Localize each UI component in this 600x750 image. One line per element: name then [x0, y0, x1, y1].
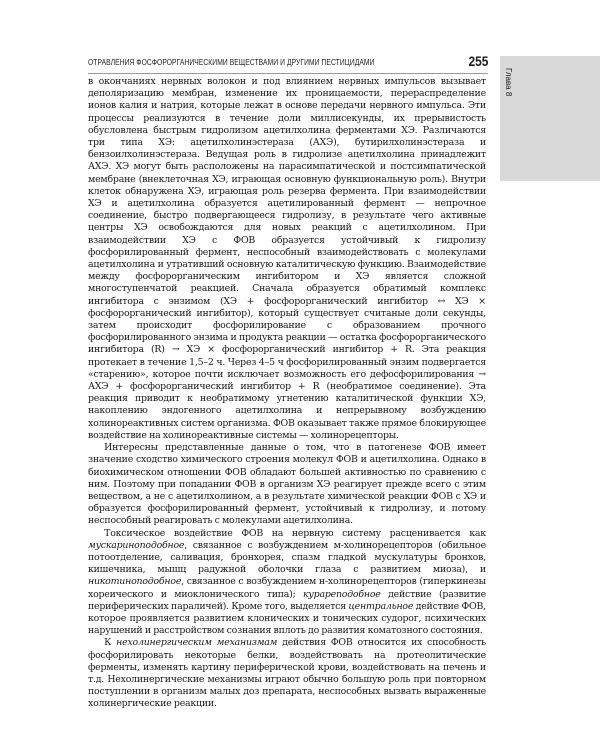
term-muscarinic: мускариноподобное	[88, 539, 185, 551]
paragraph-3-text: , связанное с возбуждением м-холинорецепторов (обильное потоотделение, саливация, бронхорея, спазм гладкой мускулатуры бронхов, кишечника, мышц радужной оболочки глаза с развитием миоза), и	[88, 539, 486, 576]
paragraph-4-text: К	[104, 637, 117, 649]
paragraph-4	[88, 637, 486, 710]
running-header	[88, 55, 488, 74]
paragraph-3-text: Токсическое воздействие ФОВ на нервную систему расценивается как	[104, 527, 486, 539]
paragraph-3	[88, 528, 486, 638]
term-nicotinic: никотиноподобное	[88, 576, 182, 588]
paragraph-3-text: , связанное с возбуждением н-холинорецепторов (гиперкинезы хореического и миоклонического типа);	[88, 576, 486, 600]
page-number: 255	[468, 53, 488, 69]
running-header-title: ОТРАВЛЕНИЯ ФОСФОРОРГАНИЧЕСКИМИ ВЕЩЕСТВАМИ И ДРУГИМИ ПЕСТИЦИДАМИ	[88, 58, 375, 67]
paragraph-3-text: действие ФОВ, которое проявляется развитием клонических и тонических судорог, психических нарушений и расстройством сознания вплоть до развития коматозного состояния.	[88, 600, 486, 637]
paragraph-3-text: действие (развитие периферических параличей). Кроме того, выделяется	[88, 588, 486, 612]
paragraph-4-text: действия ФОВ относится их способность фосфорилировать некоторые белки, воздействовать на протеолитические ферменты, изменять картину периферической крови, воздействовать на печень и т.д. Нехолинергические механизмы играют обычно большую роль при повторном поступлении в организм малых доз препарата, неспособных вызвать выраженные холинергические реакции.	[88, 637, 486, 710]
term-central: центральное	[348, 600, 414, 612]
term-noncholinergic: нехолинергическим механизмам	[116, 637, 278, 649]
paragraph-2: Интересны представленные данные о том, что в патогенезе ФОВ имеет значение сходство химического строения молекул ФОВ и ацетилхолина. Однако в биохимическом отношении ФОВ обладают большей активностью по сравнению с ним. Поэтому при попадании ФОВ в организм ХЭ реагирует прежде всего с этим веществом, а не с ацетилхолином, а в результате химической реакции ФОВ с ХЭ и образуется фосфорилированный фермент, устойчивый к гидролизу, и потому неспособный реагировать с молекулами ацетилхолина.	[88, 442, 486, 527]
chapter-tab-label: Глава 8	[504, 68, 513, 97]
chapter-tab	[500, 56, 600, 181]
term-curare: курареподобное	[303, 588, 381, 600]
page-body	[88, 76, 486, 711]
paragraph-1: в окончаниях нервных волокон и под влиянием нервных импульсов вызывает деполяризацию мембран, изменение их проницаемости, перераспределение ионов калия и натрия, которые лежат в основе передачи нервного импульса. Эти процессы реализуются в течение доли миллисекунды, их прерывистость обусловлена быстрым гидролизом ацетилхолина ферментами ХЭ. Различаются три типа ХЭ: ацетилхолинэстераза (АХЭ), бутирилхолинэстераза и бензоилхолинэстераза. Ведущая роль в гидролизе ацетилхолина принадлежит АХЭ. ХЭ могут быть расположены на парасимпатической и постсимпатической мембране (внеклеточная ХЭ, играющая основную функциональную роль). Внутри клеток обнаружена ХЭ, играющая роль резерва фермента. При взаимодействии ХЭ и ацетилхолина образуется ацетилированный фермент — непрочное соединение, быстро подвергающееся гидролизу, в результате чего активные центры ХЭ освобождаются для новых реакций с ацетилхолином. При взаимодействии ХЭ с ФОВ образуется устойчивый к гидролизу фосфорилированный фермент, неспособный взаимодействовать с молекулами ацетилхолина и утративший основную каталитическую функцию. Взаимодействие между фосфорорганическим ингибитором и ХЭ является сложной многоступенчатой реакцией. Сначала образуется обратимый комплекс ингибитора с энзимом (ХЭ + фосфорорганический ингибитор ↔ ХЭ × фосфорорганический ингибитор), который существует считаные доли секунды, затем происходит фосфорилирование с образованием прочного фосфорилированного энзима и продукта реакции — остатка фосфорорганического ингибитора (R) → ХЭ × фосфорорганический ингибитор + R. Эта реакция протекает в течение 1,5–2 ч. Через 4–5 ч фосфорилированный энзим подвергается «старению», которое почти исключает возможность его дефосфорилирования → АХЭ + фосфорорганический ингибитор + R (необратимое соединение). Эта реакция приводит к необратимому угнетению каталитической функции ХЭ, накоплению эндогенного ацетилхолина и непрерывному возбуждению холинореактивных систем организма. ФОВ оказывает также прямое блокирующее воздействие на холинореактивные системы — холинорецепторы.	[88, 76, 486, 441]
